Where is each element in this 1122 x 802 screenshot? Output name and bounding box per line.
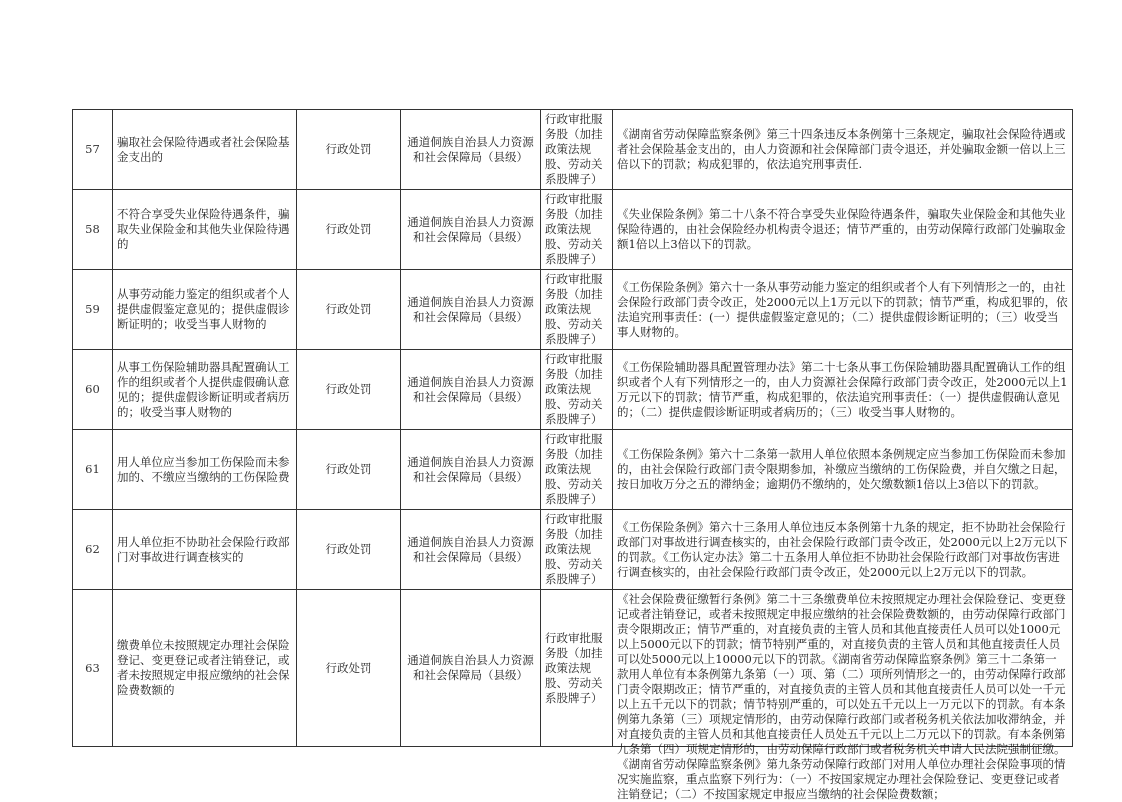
row-number: 62	[73, 510, 113, 590]
legal-basis	[613, 590, 1073, 801]
item-name: 缴费单位未按照规定办理社会保险登记、变更登记或者注销登记，或者未按照规定申报应缴纳的社会保险费数额的	[113, 590, 297, 747]
item-type: 行政处罚	[297, 110, 401, 190]
item-type: 行政处罚	[297, 270, 401, 350]
implementing-agency: 通道侗族自治县人力资源和社会保障局（县级）	[401, 590, 541, 747]
legal-basis: 《工伤保险条例》第六十一条从事劳动能力鉴定的组织或者个人有下列情形之一的，由社会保险行政部门责令改正，处2000元以上1万元以下的罚款；情节严重，构成犯罪的，依法追究刑事责任：(一）提供虚假鉴定意见的；（二）提供虚假诊断证明的；（三）收受当事人财物的。	[613, 270, 1073, 350]
responsible-department: 行政审批服务股（加挂政策法规股、劳动关系股牌子）	[541, 590, 613, 747]
row-number: 57	[73, 110, 113, 190]
responsible-department: 行政审批服务股（加挂政策法规股、劳动关系股牌子）	[541, 190, 613, 270]
row-number: 58	[73, 190, 113, 270]
penalty-table	[72, 109, 1073, 801]
table-row	[73, 270, 1073, 350]
row-number: 63	[73, 590, 113, 747]
item-type: 行政处罚	[297, 590, 401, 747]
row-number: 60	[73, 350, 113, 430]
table-row	[73, 510, 1073, 590]
responsible-department: 行政审批服务股（加挂政策法规股、劳动关系股牌子）	[541, 430, 613, 510]
legal-basis-text: 《社会保险费征缴暂行条例》第二十三条缴费单位未按照规定办理社会保险登记、变更登记或者注销登记，或者未按照规定申报应缴纳的社会保险费数额的，由劳动保障行政部门责令限期改正；情节严重的，对直接负责的主管人员和其他直接责任人员可以处1000元以上5000元以下的罚款；情节特别严重的，对直接负责的主管人员和其他直接责任人员可以处5000元以上10000元以下的罚款。《湖南省劳动保障监察条例》第三十二条第一款用人单位有本条例第九条第（一）项、第（二）项所列情形之一的，由劳动保障行政部门责令限期改正；情节严重的，对直接负责的主管人员和其他直接责任人员可以处一千元以上五千元以下的罚款；情节特别严重的，可以处五千元以上一万元以下的罚款。有本条例第九条第（三）项规定情形的，由劳动保障行政部门或者税务机关依法加收滞纳金，并对直接负责的主管人员和其他直接责任人员处五千元以上二万元以下的罚款。有本条例第九条第（四）项规定情形的，由劳动保障行政部门或者税务机关申请人民法院强制征缴。《湖南省劳动保障监察条例》第九条劳动保障行政部门对用人单位办理社会保险事项的情况实施监察，重点监察下列行为：（一）不按国家规定办理社会保险登记、变更登记或者注销登记；（二）不按国家规定申报应当缴纳的社会保险费数额；	[617, 592, 1066, 801]
responsible-department: 行政审批服务股（加挂政策法规股、劳动关系股牌子）	[541, 110, 613, 190]
item-type: 行政处罚	[297, 350, 401, 430]
legal-basis: 《失业保险条例》第二十八条不符合享受失业保险待遇条件，骗取失业保险金和其他失业保险待遇的，由社会保险经办机构责令退还；情节严重的，由劳动保障行政部门处骗取金额1倍以上3倍以下的罚款。	[613, 190, 1073, 270]
row-number: 61	[73, 430, 113, 510]
table-row	[73, 430, 1073, 510]
responsible-department: 行政审批服务股（加挂政策法规股、劳动关系股牌子）	[541, 350, 613, 430]
item-name: 骗取社会保险待遇或者社会保险基金支出的	[113, 110, 297, 190]
implementing-agency: 通道侗族自治县人力资源和社会保障局（县级）	[401, 350, 541, 430]
legal-basis: 《湖南省劳动保障监察条例》第三十四条违反本条例第十三条规定，骗取社会保险待遇或者社会保险基金支出的，由人力资源和社会保障部门责令退还，并处骗取金额一倍以上三倍以下的罚款；构成犯罪的，依法追究刑事责任.	[613, 110, 1073, 190]
implementing-agency: 通道侗族自治县人力资源和社会保障局（县级）	[401, 190, 541, 270]
item-name: 从事工伤保险辅助器具配置确认工作的组织或者个人提供虚假确认意见的；提供虚假诊断证明或者病历的；收受当事人财物的	[113, 350, 297, 430]
item-name: 用人单位应当参加工伤保险而未参加的、不缴应当缴纳的工伤保险费	[113, 430, 297, 510]
row-number: 59	[73, 270, 113, 350]
legal-basis: 《工伤保险条例》第六十三条用人单位违反本条例第十九条的规定，拒不协助社会保险行政部门对事故进行调查核实的，由社会保险行政部门责令改正，处2000元以上2万元以下的罚款。《工伤认定办法》第二十五条用人单位拒不协助社会保险行政部门对事故伤害进行调查核实的，由社会保险行政部门责令改正，处2000元以上2万元以下的罚款。	[613, 510, 1073, 590]
legal-basis: 《工伤保险条例》第六十二条第一款用人单位依照本条例规定应当参加工伤保险而未参加的，由社会保险行政部门责令限期参加，补缴应当缴纳的工伤保险费，并自欠缴之日起，按日加收万分之五的滞纳金；逾期仍不缴纳的，处欠缴数额1倍以上3倍以下的罚款。	[613, 430, 1073, 510]
legal-basis: 《工伤保险辅助器具配置管理办法》第二十七条从事工伤保险辅助器具配置确认工作的组织或者个人有下列情形之一的，由人力资源社会保障行政部门责令改正，处2000元以上1万元以下的罚款；情节严重，构成犯罪的，依法追究刑事责任：（一）提供虚假确认意见的；（二）提供虚假诊断证明或者病历的；（三）收受当事人财物的。	[613, 350, 1073, 430]
implementing-agency: 通道侗族自治县人力资源和社会保障局（县级）	[401, 110, 541, 190]
item-type: 行政处罚	[297, 190, 401, 270]
item-type: 行政处罚	[297, 510, 401, 590]
item-name: 不符合享受失业保险待遇条件，骗取失业保险金和其他失业保险待遇的	[113, 190, 297, 270]
implementing-agency: 通道侗族自治县人力资源和社会保障局（县级）	[401, 270, 541, 350]
implementing-agency: 通道侗族自治县人力资源和社会保障局（县级）	[401, 430, 541, 510]
table-row	[73, 190, 1073, 270]
table-row	[73, 350, 1073, 430]
table-row	[73, 590, 1073, 747]
implementing-agency: 通道侗族自治县人力资源和社会保障局（县级）	[401, 510, 541, 590]
table-row	[73, 110, 1073, 190]
item-name: 从事劳动能力鉴定的组织或者个人提供虚假鉴定意见的；提供虚假诊断证明的；收受当事人财物的	[113, 270, 297, 350]
responsible-department: 行政审批服务股（加挂政策法规股、劳动关系股牌子）	[541, 270, 613, 350]
item-type: 行政处罚	[297, 430, 401, 510]
item-name: 用人单位拒不协助社会保险行政部门对事故进行调查核实的	[113, 510, 297, 590]
responsible-department: 行政审批服务股（加挂政策法规股、劳动关系股牌子）	[541, 510, 613, 590]
